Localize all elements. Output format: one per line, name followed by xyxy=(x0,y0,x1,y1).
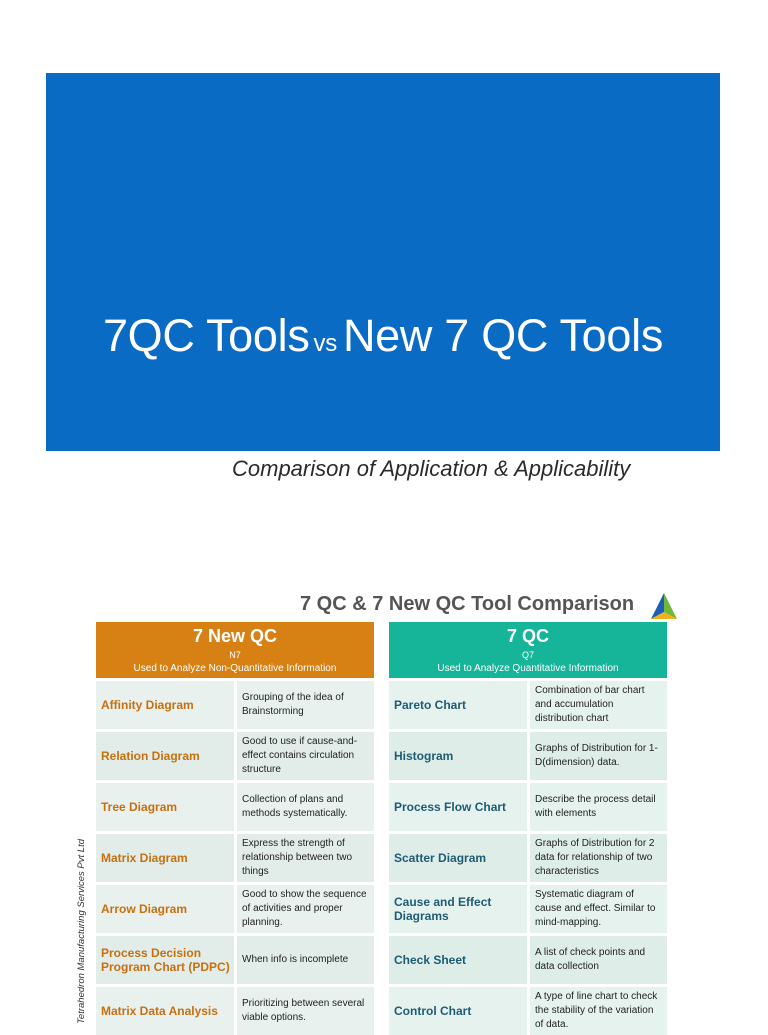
tool-description: Good to show the sequence of activities and proper planning. xyxy=(237,885,374,933)
title-part-1: 7QC Tools xyxy=(102,310,310,361)
slide-subtitle: Comparison of Application & Applicability xyxy=(232,456,631,481)
tool-name: Affinity Diagram xyxy=(96,681,234,729)
tool-description: When info is incomplete xyxy=(237,936,374,984)
title-part-2: New 7 QC Tools xyxy=(342,310,664,361)
company-side-text: Tetrahedron Manufacturing Services Pvt Ltd xyxy=(76,839,87,1024)
tetrahedron-logo-icon xyxy=(650,592,678,620)
tool-description: Systematic diagram of cause and effect. Similar to mind-mapping. xyxy=(530,885,667,933)
table-row xyxy=(96,732,374,780)
table-row xyxy=(389,885,667,933)
tool-name: Scatter Diagram xyxy=(389,834,527,882)
tool-description: Graphs of Distribution for 2 data for relationship of two characteristics xyxy=(530,834,667,882)
tool-description: Collection of plans and methods systematically. xyxy=(237,783,374,831)
slide-title xyxy=(46,309,720,371)
tool-name: Histogram xyxy=(389,732,527,780)
tool-description: Good to use if cause-and-effect contains circulation structure xyxy=(237,732,374,780)
new-7qc-code: N7 xyxy=(229,650,241,660)
tool-name: Control Chart xyxy=(389,987,527,1035)
tool-description: A type of line chart to check the stability of the variation of data. xyxy=(530,987,667,1035)
tool-name: Arrow Diagram xyxy=(96,885,234,933)
tool-name: Tree Diagram xyxy=(96,783,234,831)
new-7qc-table xyxy=(96,622,374,1035)
table-row xyxy=(389,681,667,729)
table-row xyxy=(96,987,374,1035)
tool-description: Combination of bar chart and accumulation distribution chart xyxy=(530,681,667,729)
7qc-table xyxy=(389,622,667,1035)
tool-name: Matrix Data Analysis xyxy=(96,987,234,1035)
table-row xyxy=(96,936,374,984)
7qc-code: Q7 xyxy=(521,650,534,660)
tool-description: Express the strength of relationship between two things xyxy=(237,834,374,882)
tool-name: Check Sheet xyxy=(389,936,527,984)
new-7qc-description: Used to Analyze Non-Quantitative Information xyxy=(133,663,337,674)
table-row xyxy=(389,834,667,882)
table-row xyxy=(389,732,667,780)
tool-name: Relation Diagram xyxy=(96,732,234,780)
tool-description: Prioritizing between several viable options. xyxy=(237,987,374,1035)
table-row xyxy=(96,885,374,933)
title-vs: vs xyxy=(313,330,337,357)
table-row xyxy=(389,987,667,1035)
tool-description: Graphs of Distribution for 1- D(dimension) data. xyxy=(530,732,667,780)
table-row xyxy=(96,783,374,831)
table-row xyxy=(96,681,374,729)
tool-name: Process Flow Chart xyxy=(389,783,527,831)
table-row xyxy=(389,783,667,831)
tool-description: A list of check points and data collection xyxy=(530,936,667,984)
tool-name: Pareto Chart xyxy=(389,681,527,729)
comparison-title: 7 QC & 7 New QC Tool Comparison xyxy=(300,593,635,615)
tool-description: Describe the process detail with elements xyxy=(530,783,667,831)
7qc-description: Used to Analyze Quantitative Information xyxy=(437,663,619,674)
tool-name: Matrix Diagram xyxy=(96,834,234,882)
new-7qc-heading: 7 New QC xyxy=(192,626,278,646)
7qc-header xyxy=(389,622,667,678)
new-7qc-header xyxy=(96,622,374,678)
table-row xyxy=(389,936,667,984)
title-banner xyxy=(46,73,720,451)
tool-name: Process Decision Program Chart (PDPC) xyxy=(96,936,234,984)
7qc-heading: 7 QC xyxy=(506,626,549,646)
tool-description: Grouping of the idea of Brainstorming xyxy=(237,681,374,729)
tool-name: Cause and Effect Diagrams xyxy=(389,885,527,933)
table-row xyxy=(96,834,374,882)
